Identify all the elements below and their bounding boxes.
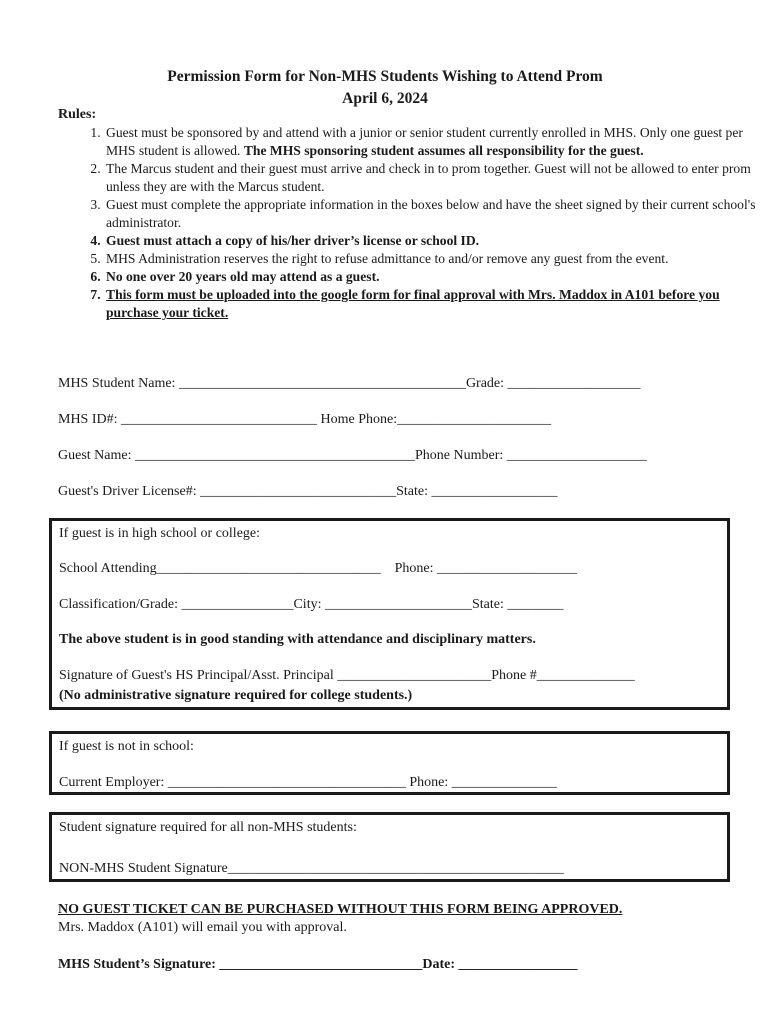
rule-6-text: No one over 20 years old may attend as a guest.	[106, 269, 380, 284]
mhs-id-field[interactable]: MHS ID#: ____________________________ Home Phone:______________________	[58, 412, 552, 427]
guest-signature-field[interactable]: NON-MHS Student Signature________________________________________________	[59, 861, 564, 876]
college-note: (No administrative signature required for college students.)	[59, 688, 413, 703]
school-guest-box	[49, 518, 730, 710]
form-title	[0, 66, 770, 110]
email-note: Mrs. Maddox (A101) will email you with approval.	[58, 920, 347, 935]
principal-signature-field[interactable]: Signature of Guest's HS Principal/Asst. Principal ______________________Phone #______________	[59, 668, 635, 683]
rule-item	[104, 268, 769, 286]
student-name-field[interactable]: MHS Student Name: _________________________________________Grade: ___________________	[58, 376, 641, 391]
signature-box	[49, 812, 730, 882]
guest-name-field[interactable]: Guest Name: ________________________________________Phone Number: ____________________	[58, 448, 647, 463]
rule-item	[104, 250, 769, 268]
non-student-guest-box	[49, 731, 730, 795]
title-date: April 6, 2024	[342, 90, 428, 107]
rules-label: Rules:	[58, 107, 97, 122]
rule-2-text: The Marcus student and their guest must arrive and check in to prom together. Guest will not be allowed to enter prom unless they are with the Marcus student.	[106, 161, 751, 194]
standing-statement: The above student is in good standing with attendance and disciplinary matters.	[59, 632, 536, 647]
work-box-heading: If guest is not in school:	[59, 739, 194, 754]
rule-7-text: This form must be uploaded into the google form for final approval with Mrs. Maddox in A101 before you purchase your ticket.	[106, 287, 720, 320]
approval-warning: NO GUEST TICKET CAN BE PURCHASED WITHOUT THIS FORM BEING APPROVED.	[58, 902, 623, 917]
rule-item	[104, 232, 769, 250]
rule-5-text: MHS Administration reserves the right to refuse admittance to and/or remove any guest from the event.	[106, 251, 669, 266]
rule-item	[104, 124, 769, 160]
rule-item	[104, 160, 769, 196]
school-attending-field[interactable]: School Attending________________________________ Phone: ____________________	[59, 561, 577, 576]
rule-item	[104, 196, 769, 232]
current-employer-field[interactable]: Current Employer: __________________________________ Phone: _______________	[59, 775, 557, 790]
signature-box-heading: Student signature required for all non-MHS students:	[59, 820, 357, 835]
school-box-heading: If guest is in high school or college:	[59, 526, 261, 541]
title-line-1: Permission Form for Non-MHS Students Wishing to Attend Prom	[167, 68, 603, 85]
rule-4-text: Guest must attach a copy of his/her driver’s license or school ID.	[106, 233, 480, 248]
rule-1-text: Guest must be sponsored by and attend with a junior or senior student currently enrolled in MHS. Only one guest per MHS student is allowed.	[106, 125, 743, 158]
rule-3-text: Guest must complete the appropriate information in the boxes below and have the sheet signed by their current school's administrator.	[106, 197, 756, 230]
mhs-student-signature-field[interactable]: MHS Student’s Signature: _____________________________Date: _________________	[58, 957, 578, 972]
classification-field[interactable]: Classification/Grade: ________________City: _____________________State: ________	[59, 597, 564, 612]
rule-1-bold: The MHS sponsoring student assumes all responsibility for the guest.	[243, 143, 644, 158]
driver-license-field[interactable]: Guest's Driver License#: ____________________________State: __________________	[58, 484, 558, 499]
rules-list	[58, 124, 769, 322]
rule-item	[104, 286, 769, 322]
